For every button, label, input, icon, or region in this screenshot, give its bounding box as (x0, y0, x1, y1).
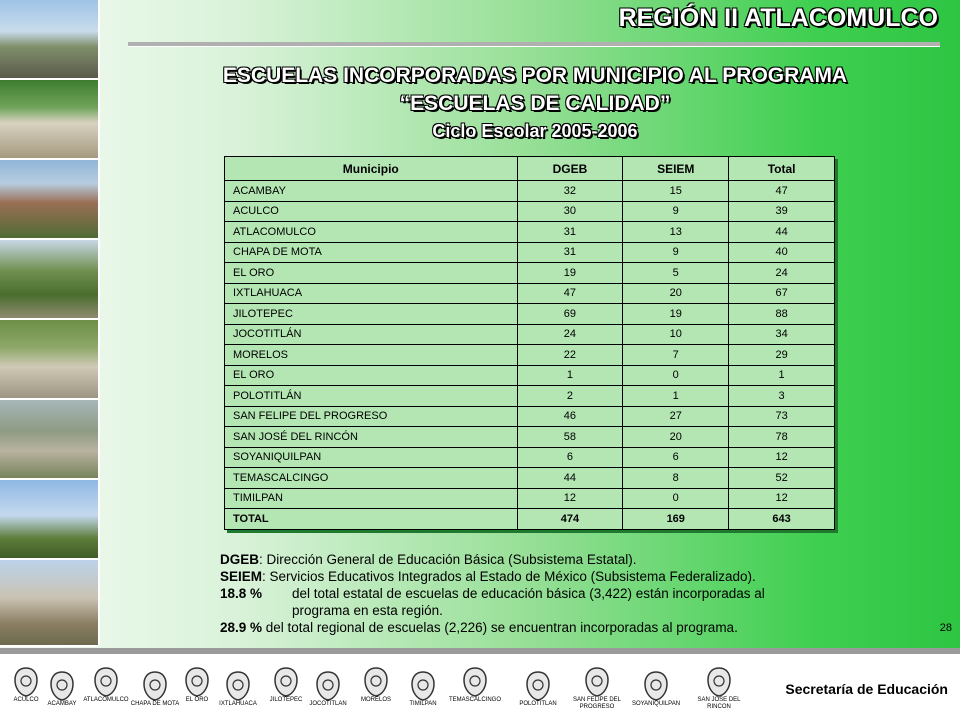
cell-total: 47 (729, 181, 835, 202)
notes-block (220, 551, 880, 636)
school-cycle-subtitle: Ciclo Escolar 2005-2006 (432, 121, 638, 141)
note-state-pct: 18.8 % (220, 586, 263, 601)
glyph-icon (363, 667, 389, 697)
cell-dgeb: 47 (517, 283, 623, 304)
emblem-ixtlahuaca (212, 671, 264, 708)
table-row (225, 406, 835, 427)
cell-seiem: 9 (623, 242, 729, 263)
cell-dgeb: 32 (517, 181, 623, 202)
cell-total: 12 (729, 447, 835, 468)
glyph-icon (93, 667, 119, 697)
photo-stone-arch (0, 80, 98, 160)
cell-dgeb: 19 (517, 263, 623, 284)
emblem-timilpan (397, 671, 449, 708)
photo-trees (0, 240, 98, 320)
emblem-label: EL ORO (185, 697, 209, 703)
cell-seiem: 20 (623, 427, 729, 448)
column-header-seiem: SEIEM (623, 157, 729, 181)
cell-total: 643 (729, 509, 835, 530)
cell-total: 73 (729, 406, 835, 427)
cell-municipio: IXTLAHUACA (225, 283, 518, 304)
cell-dgeb: 2 (517, 386, 623, 407)
note-state-text-b: programa en esta región. (292, 603, 443, 618)
cell-dgeb: 24 (517, 324, 623, 345)
note-dgeb (220, 551, 880, 568)
emblem-label: TEMASCALCINGO (449, 697, 502, 703)
cell-dgeb: 1 (517, 365, 623, 386)
cell-total: 88 (729, 304, 835, 325)
emblem-label: SOYANIQUILPAN (631, 701, 681, 707)
cell-total: 1 (729, 365, 835, 386)
cell-seiem: 8 (623, 468, 729, 489)
glyph-icon (273, 667, 299, 697)
cell-municipio: JILOTEPEC (225, 304, 518, 325)
cell-seiem: 20 (623, 283, 729, 304)
note-state-text-a: del total estatal de escuelas de educación básica (3,422) están incorporadas al (292, 586, 765, 601)
cell-municipio: JOCOTITLÁN (225, 324, 518, 345)
table-row (225, 488, 835, 509)
column-header-municipio: Municipio (225, 157, 518, 181)
cell-total: 52 (729, 468, 835, 489)
cell-municipio: ATLACOMULCO (225, 222, 518, 243)
note-regional-percentage (220, 619, 880, 636)
photo-hills (0, 560, 98, 647)
table-body (225, 181, 835, 530)
table-row (225, 222, 835, 243)
cell-seiem: 169 (623, 509, 729, 530)
emblem-label: SAN FELIPE DEL PROGRESO (572, 697, 622, 710)
cell-dgeb: 44 (517, 468, 623, 489)
column-header-dgeb: DGEB (517, 157, 623, 181)
glyph-icon (643, 671, 669, 701)
cell-seiem: 10 (623, 324, 729, 345)
emblem-san-jose-del-rincon (693, 667, 745, 710)
glyph-icon (525, 671, 551, 701)
schools-table (224, 156, 835, 530)
glyph-icon (410, 671, 436, 701)
header-rule (128, 42, 940, 47)
cell-dgeb: 12 (517, 488, 623, 509)
cell-seiem: 0 (623, 365, 729, 386)
table-row (225, 468, 835, 489)
emblem-label: IXTLAHUACA (219, 701, 257, 707)
cell-total: 40 (729, 242, 835, 263)
column-header-total: Total (729, 157, 835, 181)
note-seiem-text: : Servicios Educativos Integrados al Estado de México (Subsistema Federalizado). (262, 569, 756, 584)
page-number: 28 (939, 622, 952, 634)
table-row (225, 263, 835, 284)
table-header-row (225, 157, 835, 181)
emblem-label: SAN JOSE DEL RINCON (697, 697, 741, 710)
cell-municipio: TOTAL (225, 509, 518, 530)
table-row (225, 365, 835, 386)
cell-municipio: TIMILPAN (225, 488, 518, 509)
cell-municipio: POLOTITLÁN (225, 386, 518, 407)
cell-total: 39 (729, 201, 835, 222)
note-seiem (220, 568, 880, 585)
photo-cathedral (0, 480, 98, 560)
emblem-label: CHAPA DE MOTA (130, 701, 180, 707)
photo-town-aerial (0, 400, 98, 480)
cell-dgeb: 69 (517, 304, 623, 325)
glyph-icon (184, 667, 210, 697)
table-row (225, 283, 835, 304)
emblem-label: POLOTITLAN (519, 701, 557, 707)
table-total-row (225, 509, 835, 530)
cell-municipio: SOYANIQUILPAN (225, 447, 518, 468)
footer (0, 655, 960, 720)
cell-seiem: 27 (623, 406, 729, 427)
cell-dgeb: 58 (517, 427, 623, 448)
cell-seiem: 19 (623, 304, 729, 325)
cell-dgeb: 31 (517, 222, 623, 243)
cell-total: 34 (729, 324, 835, 345)
glyph-icon (462, 667, 488, 697)
footer-rule (0, 648, 960, 655)
region-title: REGIÓN II ATLACOMULCO (618, 4, 938, 32)
glyph-icon (706, 667, 732, 697)
emblem-label: JILOTEPEC (269, 697, 303, 703)
strip-divider (98, 0, 100, 645)
note-regional-pct: 28.9 % (220, 620, 263, 635)
note-dgeb-abbr: DGEB (220, 552, 260, 567)
photo-strip (0, 0, 98, 645)
emblem-label: ATLACOMULCO (83, 697, 129, 703)
note-regional-text: del total regional de escuelas (2,226) se encuentran incorporadas al programa. (262, 620, 738, 635)
cell-municipio: ACAMBAY (225, 181, 518, 202)
glyph-icon (584, 667, 610, 697)
cell-total: 12 (729, 488, 835, 509)
glyph-icon (225, 671, 251, 701)
table-row (225, 242, 835, 263)
page-title-line1: ESCUELAS INCORPORADAS POR MUNICIPIO AL PROGRAMA (222, 64, 848, 87)
emblem-label: JOCOTITLAN (309, 701, 347, 707)
table-row (225, 345, 835, 366)
glyph-icon (315, 671, 341, 701)
glyph-icon (142, 671, 168, 701)
page-title-line2: “ESCUELAS DE CALIDAD” (399, 92, 671, 115)
photo-road-landscape (0, 0, 98, 80)
cell-municipio: TEMASCALCINGO (225, 468, 518, 489)
glyph-icon (49, 671, 75, 701)
cell-seiem: 9 (623, 201, 729, 222)
cell-municipio: EL ORO (225, 365, 518, 386)
emblem-label: MORELOS (360, 697, 391, 703)
cell-total: 29 (729, 345, 835, 366)
table-row (225, 447, 835, 468)
table-row (225, 201, 835, 222)
cell-municipio: CHAPA DE MOTA (225, 242, 518, 263)
table-row (225, 427, 835, 448)
emblem-soyaniquilpan (630, 671, 682, 708)
cell-seiem: 15 (623, 181, 729, 202)
emblem-temascalcingo (449, 667, 501, 704)
table-row (225, 386, 835, 407)
cell-dgeb: 474 (517, 509, 623, 530)
table-row (225, 324, 835, 345)
cell-dgeb: 22 (517, 345, 623, 366)
emblem-label: ACULCO (13, 697, 39, 703)
cell-seiem: 1 (623, 386, 729, 407)
cell-total: 67 (729, 283, 835, 304)
emblem-atlacomulco (80, 667, 132, 704)
emblem-morelos (350, 667, 402, 704)
cell-dgeb: 30 (517, 201, 623, 222)
photo-church (0, 160, 98, 240)
cell-total: 24 (729, 263, 835, 284)
secretaria-label: Secretaría de Educación (785, 681, 948, 697)
cell-seiem: 5 (623, 263, 729, 284)
cell-municipio: SAN JOSÉ DEL RINCÓN (225, 427, 518, 448)
cell-total: 44 (729, 222, 835, 243)
emblem-label: ACAMBAY (47, 701, 77, 707)
cell-seiem: 6 (623, 447, 729, 468)
cell-municipio: MORELOS (225, 345, 518, 366)
cell-municipio: ACULCO (225, 201, 518, 222)
emblem-polotitlan (512, 671, 564, 708)
note-state-percentage (220, 585, 880, 602)
cell-seiem: 13 (623, 222, 729, 243)
cell-seiem: 0 (623, 488, 729, 509)
cell-dgeb: 46 (517, 406, 623, 427)
cell-municipio: SAN FELIPE DEL PROGRESO (225, 406, 518, 427)
cell-total: 78 (729, 427, 835, 448)
table-row (225, 181, 835, 202)
note-dgeb-text: : Dirección General de Educación Básica (Subsistema Estatal). (259, 552, 637, 567)
cell-seiem: 7 (623, 345, 729, 366)
photo-kiosk (0, 320, 98, 400)
table-row (225, 304, 835, 325)
emblem-jocotitlan (302, 671, 354, 708)
cell-dgeb: 31 (517, 242, 623, 263)
emblem-label: TIMILPAN (409, 701, 437, 707)
cell-total: 3 (729, 386, 835, 407)
cell-dgeb: 6 (517, 447, 623, 468)
emblem-san-felipe-del-progreso (571, 667, 623, 710)
note-seiem-abbr: SEIEM (220, 569, 263, 584)
cell-municipio: EL ORO (225, 263, 518, 284)
